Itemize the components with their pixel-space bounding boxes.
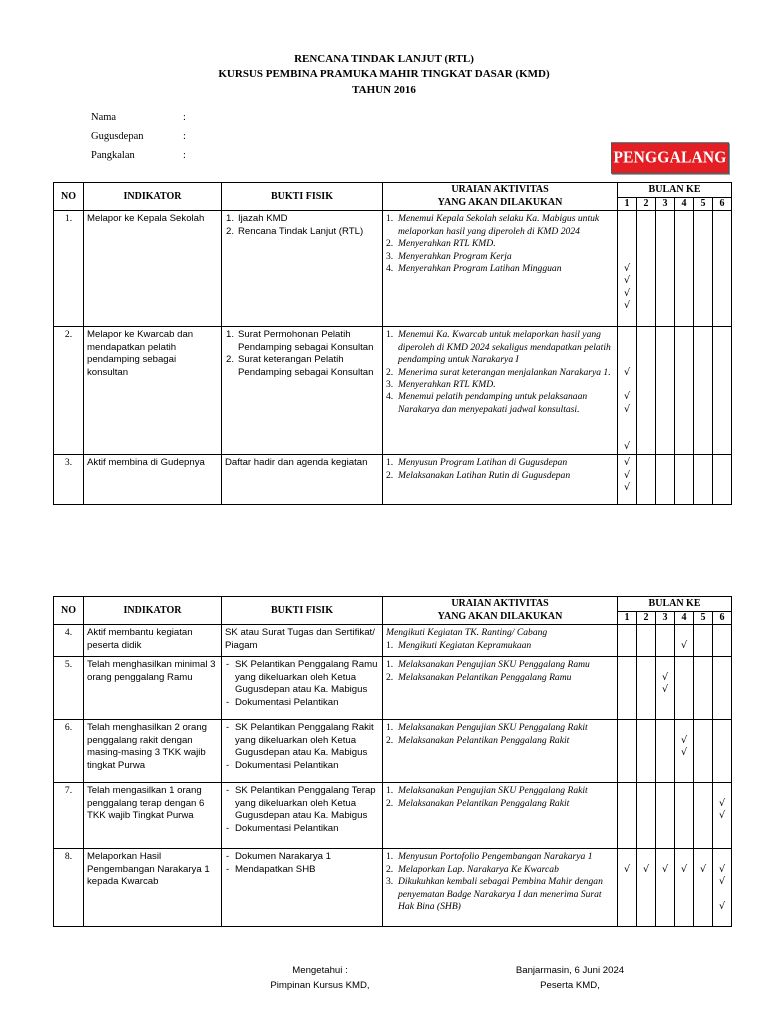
bukti-item-text: Dokumen Narakarya 1 xyxy=(235,851,331,863)
month-cell-6 xyxy=(713,211,732,327)
month-cell-2 xyxy=(637,783,656,849)
header-uraian-line1: URAIAN AKTIVITAS xyxy=(451,598,549,610)
activity-text: Melaksanakan Latihan Rutin di Gugusdepan xyxy=(398,469,571,481)
activity-text: Melaksanakan Pelantikan Penggalang Ramu xyxy=(398,671,572,683)
activity-number: 2. xyxy=(386,469,394,481)
indikator-cell: Telah menghasilkan 2 orang penggalang rakit dengan masing-masing 3 TKK wajib tingkat Purwa xyxy=(84,720,222,783)
bukti-item-text: Dokumentasi Pelantikan xyxy=(235,696,339,708)
header-bukti-fisik: BUKTI FISIK xyxy=(222,183,383,211)
document-title: RENCANA TINDAK LANJUT (RTL) xyxy=(294,53,474,65)
activity-text: Menyerahkan RTL KMD. xyxy=(398,379,496,391)
activity-item xyxy=(386,238,614,250)
month-cell-3 xyxy=(656,211,675,327)
header-bulan-ke: BULAN KE xyxy=(618,183,732,198)
month-cell-5 xyxy=(694,455,713,505)
activity-number: 1. xyxy=(386,639,394,651)
header-uraian xyxy=(383,183,618,211)
table-row xyxy=(54,783,732,849)
activity-text: Mengikuti Kegiatan Kepramukaan xyxy=(398,639,532,651)
header-bulan-ke: BULAN KE xyxy=(618,597,732,612)
activity-list xyxy=(386,329,614,416)
activity-item xyxy=(386,659,614,671)
uraian-aktivitas-cell xyxy=(383,327,618,455)
month-cell-6 xyxy=(713,849,732,927)
activity-item xyxy=(386,391,614,416)
check-mark: √ xyxy=(718,810,726,822)
bukti-item xyxy=(225,697,379,709)
check-mark: √ xyxy=(623,275,631,287)
month-cell-1 xyxy=(618,455,637,505)
signature-right-line2: Peserta KMD, xyxy=(540,980,600,991)
activity-text: Melaksanakan Pelantikan Penggalang Rakit xyxy=(398,797,570,809)
activity-list xyxy=(386,851,614,913)
month-cell-4 xyxy=(675,455,694,505)
bukti-item-text: Rencana Tindak Lanjut (RTL) xyxy=(238,225,364,237)
header-uraian-line2: YANG AKAN DILAKUKAN xyxy=(437,610,563,622)
table-row xyxy=(54,327,732,455)
header-month-2: 2 xyxy=(637,198,656,211)
check-mark: √ xyxy=(623,391,631,403)
check-mark: √ xyxy=(623,482,631,494)
month-cell-3 xyxy=(656,327,675,455)
header-month-3: 3 xyxy=(656,198,675,211)
bukti-item-text: Surat Permohonan Pelatih Pendamping sebagai Konsultan xyxy=(238,329,374,353)
month-cell-3 xyxy=(656,720,675,783)
activity-number: 2. xyxy=(386,734,394,746)
header-uraian xyxy=(383,597,618,625)
bukti-list xyxy=(225,213,379,238)
activity-item xyxy=(386,672,614,684)
activity-number: 3. xyxy=(386,250,394,262)
activity-number: 1. xyxy=(386,213,394,225)
activity-number: 3. xyxy=(386,876,394,888)
month-cell-3 xyxy=(656,455,675,505)
table-row xyxy=(54,455,732,505)
activity-item xyxy=(386,851,614,863)
month-cell-6 xyxy=(713,327,732,455)
activity-item xyxy=(386,876,614,913)
header-no: NO xyxy=(54,183,84,211)
check-mark: √ xyxy=(718,797,726,809)
bukti-item-dash: - xyxy=(226,863,230,875)
info-colon-nama: : xyxy=(183,112,186,123)
row-number: 7. xyxy=(54,783,84,849)
activity-number: 3. xyxy=(386,379,394,391)
uraian-aktivitas-cell xyxy=(383,657,618,720)
bukti-item xyxy=(225,785,379,822)
month-cell-2 xyxy=(637,720,656,783)
check-mark: √ xyxy=(718,863,726,875)
indikator-cell: Melaporkan Hasil Pengembangan Narakarya 1 kepada Kwarcab xyxy=(84,849,222,927)
month-cell-1 xyxy=(618,211,637,327)
bukti-item-dash: - xyxy=(226,785,230,797)
month-cell-5 xyxy=(694,783,713,849)
month-cell-2 xyxy=(637,625,656,657)
month-cell-1 xyxy=(618,625,637,657)
bukti-item xyxy=(225,722,379,759)
uraian-aktivitas-cell xyxy=(383,783,618,849)
header-indikator: INDIKATOR xyxy=(84,597,222,625)
check-mark: √ xyxy=(680,747,688,759)
table-row xyxy=(54,625,732,657)
activity-number: 2. xyxy=(386,671,394,683)
month-cell-4 xyxy=(675,720,694,783)
header-bukti-fisik: BUKTI FISIK xyxy=(222,597,383,625)
indikator-cell: Melapor ke Kepala Sekolah xyxy=(84,211,222,327)
indikator-cell: Aktif membantu kegiatan peserta didik xyxy=(84,625,222,657)
uraian-aktivitas-cell xyxy=(383,455,618,505)
activity-text: Melaporkan Lap. Narakarya Ke Kwarcab xyxy=(398,863,559,875)
month-cell-4 xyxy=(675,849,694,927)
check-mark: √ xyxy=(623,863,631,875)
header-month-5: 5 xyxy=(694,612,713,625)
check-mark: √ xyxy=(623,403,631,415)
activity-text: Menyusun Portofolio Pengembangan Narakarya 1 xyxy=(398,851,593,863)
activity-number: 1. xyxy=(386,457,394,469)
month-cell-6 xyxy=(713,625,732,657)
activity-item xyxy=(386,367,614,379)
header-uraian-line1: URAIAN AKTIVITAS xyxy=(451,184,549,196)
header-month-5: 5 xyxy=(694,198,713,211)
month-cell-5 xyxy=(694,211,713,327)
bukti-item-text: SK Pelantikan Penggalang Ramu yang dikeluarkan oleh Ketua Gugusdepan atau Ka. Mabigus xyxy=(235,659,378,696)
activity-item xyxy=(386,640,614,652)
bukti-fisik-cell xyxy=(222,455,383,505)
activity-item xyxy=(386,457,614,469)
check-mark: √ xyxy=(661,863,669,875)
bukti-item-dash: - xyxy=(226,851,230,863)
bukti-list xyxy=(225,659,379,709)
activity-text: Menemui Kepala Sekolah selaku Ka. Mabigus untuk melaporkan hasil yang diperoleh di KMD 2024 xyxy=(398,213,600,237)
bukti-fisik-cell xyxy=(222,849,383,927)
month-cell-5 xyxy=(694,327,713,455)
check-mark: √ xyxy=(718,876,726,888)
header-uraian-line2: YANG AKAN DILAKUKAN xyxy=(437,196,563,208)
activity-list xyxy=(386,640,614,652)
bukti-item xyxy=(225,851,379,863)
activity-number: 4. xyxy=(386,263,394,275)
activity-text: Dikukuhkan kembali sebagai Pembina Mahir dengan penyematan Badge Narakarya I dan menerima Surat Hak Bina (SHB) xyxy=(398,876,603,913)
activity-item xyxy=(386,263,614,275)
activity-text: Menemui pelatih pendamping untuk pelaksanaan Narakarya dan menyepakati jadwal konsultasi. xyxy=(398,391,588,415)
info-colon-pangkalan: : xyxy=(183,150,186,161)
activity-list xyxy=(386,457,614,482)
bukti-list xyxy=(225,785,379,835)
activity-item xyxy=(386,735,614,747)
header-month-1: 1 xyxy=(618,612,637,625)
bukti-item-dash: - xyxy=(226,759,230,771)
uraian-aktivitas-cell xyxy=(383,211,618,327)
bukti-item-dash: - xyxy=(226,822,230,834)
signature-right xyxy=(500,963,640,993)
bukti-fisik-cell xyxy=(222,657,383,720)
month-cell-2 xyxy=(637,657,656,720)
month-cell-3 xyxy=(656,849,675,927)
month-cell-5 xyxy=(694,720,713,783)
bukti-fisik-cell xyxy=(222,720,383,783)
activity-text: Melaksanakan Pengujian SKU Penggalang Rakit xyxy=(398,722,588,734)
bukti-fisik-cell xyxy=(222,211,383,327)
month-cell-5 xyxy=(694,849,713,927)
bukti-item-text: Mendapatkan SHB xyxy=(235,863,316,875)
check-mark: √ xyxy=(623,469,631,481)
bukti-item-number: 1. xyxy=(226,329,235,341)
table-row xyxy=(54,211,732,327)
signature-left-line2: Pimpinan Kursus KMD, xyxy=(270,980,370,991)
bukti-item-dash: - xyxy=(226,696,230,708)
uraian-aktivitas-cell xyxy=(383,625,618,657)
bukti-item xyxy=(225,226,379,238)
bukti-item-dash: - xyxy=(226,722,230,734)
month-cell-1 xyxy=(618,327,637,455)
activity-item xyxy=(386,251,614,263)
month-cell-3 xyxy=(656,657,675,720)
document-subtitle: KURSUS PEMBINA PRAMUKA MAHIR TINGKAT DASAR (KMD) xyxy=(218,68,550,80)
month-cell-1 xyxy=(618,783,637,849)
header-month-3: 3 xyxy=(656,612,675,625)
bukti-item-text: Surat keterangan Pelatih Pendamping sebagai Konsultan xyxy=(238,354,374,378)
bukti-item-text: Dokumentasi Pelantikan xyxy=(235,822,339,834)
bukti-item-text: Dokumentasi Pelantikan xyxy=(235,759,339,771)
activity-number: 1. xyxy=(386,785,394,797)
uraian-aktivitas-cell xyxy=(383,720,618,783)
month-cell-1 xyxy=(618,657,637,720)
bukti-item-text: SK atau Surat Tugas dan Sertifikat/ Piagam xyxy=(225,627,375,651)
bukti-item-text: SK Pelantikan Penggalang Rakit yang dikeluarkan oleh Ketua Gugusdepan atau Ka. Mabigus xyxy=(235,722,374,759)
month-cell-6 xyxy=(713,657,732,720)
info-label-pangkalan: Pangkalan xyxy=(91,150,135,161)
activity-number: 2. xyxy=(386,863,394,875)
activity-item xyxy=(386,329,614,366)
activity-text: Melaksanakan Pengujian SKU Penggalang Rakit xyxy=(398,785,588,797)
indikator-cell: Aktif membina di Gudepnya xyxy=(84,455,222,505)
signature-left-line1: Mengetahui : xyxy=(292,965,348,976)
bukti-fisik-cell xyxy=(222,625,383,657)
check-mark: √ xyxy=(661,684,669,696)
month-cell-6 xyxy=(713,783,732,849)
activity-item xyxy=(386,785,614,797)
activity-item xyxy=(386,213,614,238)
info-colon-gugusdepan: : xyxy=(183,131,186,142)
activity-text: Menyerahkan Program Latihan Mingguan xyxy=(398,263,562,275)
month-cell-4 xyxy=(675,625,694,657)
bukti-item-text: Daftar hadir dan agenda kegiatan xyxy=(225,457,368,469)
month-cell-3 xyxy=(656,625,675,657)
check-mark: √ xyxy=(623,300,631,312)
check-mark: √ xyxy=(623,457,631,469)
bukti-item xyxy=(225,213,379,225)
month-cell-2 xyxy=(637,455,656,505)
activity-text: Melaksanakan Pengujian SKU Penggalang Ramu xyxy=(398,659,590,671)
month-cell-3 xyxy=(656,783,675,849)
bukti-item xyxy=(225,760,379,772)
bukti-list xyxy=(225,851,379,876)
activity-item xyxy=(386,722,614,734)
month-cell-6 xyxy=(713,455,732,505)
activity-number: 2. xyxy=(386,238,394,250)
level-badge: PENGGALANG xyxy=(611,142,729,173)
check-mark: √ xyxy=(680,639,688,651)
activity-item xyxy=(386,798,614,810)
signature-right-line1: Banjarmasin, 6 Juni 2024 xyxy=(515,965,625,976)
check-mark: √ xyxy=(699,863,707,875)
rtl-table-2 xyxy=(53,596,732,927)
month-cell-5 xyxy=(694,657,713,720)
activity-list xyxy=(386,722,614,747)
check-mark: √ xyxy=(718,901,726,912)
bukti-item xyxy=(225,354,379,379)
header-no: NO xyxy=(54,597,84,625)
month-cell-4 xyxy=(675,657,694,720)
bukti-item xyxy=(225,659,379,696)
header-month-6: 6 xyxy=(713,198,732,211)
bukti-item-number: 1. xyxy=(226,213,235,225)
indikator-cell: Melapor ke Kwarcab dan mendapatkan pelatih pendamping sebagai konsultan xyxy=(84,327,222,455)
activity-number: 4. xyxy=(386,391,394,403)
check-mark: √ xyxy=(680,863,688,875)
activity-number: 2. xyxy=(386,366,394,378)
month-cell-4 xyxy=(675,211,694,327)
check-mark: √ xyxy=(623,263,631,274)
check-mark: √ xyxy=(623,366,631,378)
bukti-fisik-cell xyxy=(222,327,383,455)
bukti-item xyxy=(225,329,379,354)
bukti-item-text: Ijazah KMD xyxy=(238,213,288,225)
activity-list xyxy=(386,785,614,810)
activity-text: Menyusun Program Latihan di Gugusdepan xyxy=(398,457,568,469)
activity-text: Menemui Ka. Kwarcab untuk melaporkan hasil yang diperoleh di KMD 2024 sekaligus mendapatkan pelatih pendamping untuk Narakarya I xyxy=(398,329,611,366)
activity-number: 1. xyxy=(386,722,394,734)
activity-text: Menyerahkan Program Kerja xyxy=(398,250,512,262)
check-mark: √ xyxy=(661,671,669,683)
row-number: 5. xyxy=(54,657,84,720)
bukti-item-text: SK Pelantikan Penggalang Terap yang dikeluarkan oleh Ketua Gugusdepan atau Ka. Mabigus xyxy=(235,785,376,822)
activity-list xyxy=(386,659,614,684)
activity-list xyxy=(386,213,614,275)
header-month-2: 2 xyxy=(637,612,656,625)
month-cell-4 xyxy=(675,783,694,849)
month-cell-1 xyxy=(618,720,637,783)
table-row xyxy=(54,720,732,783)
month-cell-2 xyxy=(637,211,656,327)
activity-item xyxy=(386,379,614,391)
month-cell-4 xyxy=(675,327,694,455)
indikator-cell: Telah menghasilkan minimal 3 orang penggalang Ramu xyxy=(84,657,222,720)
bukti-item-dash: - xyxy=(226,659,230,671)
activity-intro: Mengikuti Kegiatan TK. Ranting/ Cabang xyxy=(386,627,548,639)
participant-info xyxy=(91,112,241,172)
uraian-aktivitas-cell xyxy=(383,849,618,927)
row-number: 3. xyxy=(54,455,84,505)
header-month-6: 6 xyxy=(713,612,732,625)
check-mark: √ xyxy=(642,863,650,875)
month-cell-2 xyxy=(637,327,656,455)
row-number: 2. xyxy=(54,327,84,455)
bukti-item-number: 2. xyxy=(226,354,235,366)
row-number: 4. xyxy=(54,625,84,657)
info-label-nama: Nama xyxy=(91,112,117,123)
row-number: 8. xyxy=(54,849,84,927)
activity-number: 1. xyxy=(386,851,394,863)
signature-left xyxy=(260,963,380,993)
header-indikator: INDIKATOR xyxy=(84,183,222,211)
activity-number: 1. xyxy=(386,659,394,671)
row-number: 1. xyxy=(54,211,84,327)
activity-number: 2. xyxy=(386,797,394,809)
activity-text: Melaksanakan Pelantikan Penggalang Rakit xyxy=(398,734,570,746)
header-month-4: 4 xyxy=(675,198,694,211)
bukti-list xyxy=(225,722,379,772)
indikator-cell: Telah mengasilkan 1 orang penggalang terap dengan 6 TKK wajib Tingkat Purwa xyxy=(84,783,222,849)
bukti-fisik-cell xyxy=(222,783,383,849)
header-month-1: 1 xyxy=(618,198,637,211)
check-mark: √ xyxy=(623,287,631,299)
info-label-gugusdepan: Gugusdepan xyxy=(91,131,144,142)
check-mark: √ xyxy=(680,734,688,746)
activity-item xyxy=(386,864,614,876)
activity-number: 1. xyxy=(386,329,394,341)
activity-item xyxy=(386,470,614,482)
table-row xyxy=(54,849,732,927)
bukti-list xyxy=(225,329,379,379)
rtl-table-1 xyxy=(53,182,732,505)
bukti-item-number: 2. xyxy=(226,225,235,237)
header-month-4: 4 xyxy=(675,612,694,625)
bukti-item xyxy=(225,864,379,876)
month-cell-6 xyxy=(713,720,732,783)
month-cell-2 xyxy=(637,849,656,927)
month-cell-1 xyxy=(618,849,637,927)
check-mark: √ xyxy=(623,441,631,452)
document-year: TAHUN 2016 xyxy=(352,84,416,96)
activity-text: Menerima surat keterangan menjalankan Narakarya 1. xyxy=(398,366,611,378)
bukti-item xyxy=(225,823,379,835)
month-cell-5 xyxy=(694,625,713,657)
table-row xyxy=(54,657,732,720)
activity-text: Menyerahkan RTL KMD. xyxy=(398,238,496,250)
row-number: 6. xyxy=(54,720,84,783)
